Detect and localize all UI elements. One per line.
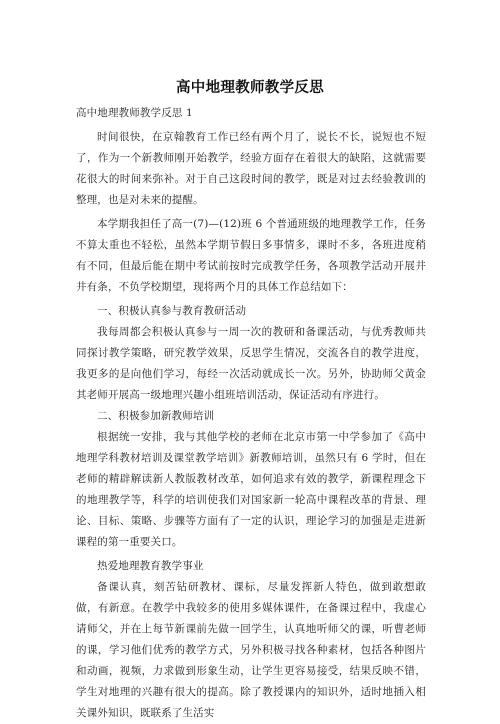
document-subtitle: 高中地理教师教学反思 1 <box>76 107 193 119</box>
paragraph: 本学期我担任了高一(7)—(12)班 6 个普通班级的地理教学工作，任务不算太重也不轻松，虽然本学期节假日多事情多，课时不多，各班进度稍有不同，但最后能在期中考试前按时完成教学任务，各项教学活动开展井井有条，不负学校期望，现将两个月的具体工作总结如下： <box>76 218 426 293</box>
section-heading: 二、积极参加新教师培训 <box>97 410 215 422</box>
paragraph: 我每周都会积极认真参与一周一次的教研和备课活动，与优秀教师共同探讨教学策略，研究教学效果，反思学生情况，交流各自的教学进度，我更多的是向他们学习，每经一次活动就成长一次。另外，协助师父黄金其老师开展高一级地理兴趣小组班培训活动，保证活动有序进行。 <box>76 326 426 401</box>
paragraph: 备课认真，刻苦钻研教材、课标，尽量发挥新人特色，做到敢想敢做，有新意。在教学中我较多的使用多媒体课件，在备课过程中，我虚心请师父，并在上每节新课前先做一回学生，认真地听师父的课，听曹老师的课，学习他们优秀的教学方式，另外积极寻找各种素材，包括各种图片和动画，视频，力求做到形象生动，让学生更容易接受，结果反映不错，学生对地理的兴趣有很大的提高。除了教授课内的知识外，适时地插入相关课外知识，既联系了生活实 <box>76 581 426 719</box>
section-heading: 热爱地理教育教学事业 <box>97 560 204 572</box>
paragraph: 根据统一安排，我与其他学校的老师在北京市第一中学参加了《高中地理学科教材培训及课堂教学培训》新教师培训，虽然只有 6 学时，但在老师的精辟解读新人教版教材改革，如何追求有效的教学，新课程理念下的地理教学等，科学的培训使我们对国家新一轮高中课程改革的背景、理论、目标、策略、步骤等方面有了一定的认识，理论学习的加强是走进新课程的第一重要关口。 <box>76 431 426 548</box>
document-body <box>76 103 426 724</box>
document-title: 高中地理教师教学反思 <box>176 80 324 96</box>
paragraph: 时间很快，在京翰教育工作已经有两个月了，说长不长，说短也不短了，作为一个新教师刚开始教学，经验方面存在着很大的缺陷，这就需要花很大的时间来弥补。对于自己这段时间的教学，既是对过去经验教训的整理，也是对未来的提醒。 <box>76 131 426 206</box>
section-heading: 一、积极认真参与教育教研活动 <box>97 305 247 317</box>
